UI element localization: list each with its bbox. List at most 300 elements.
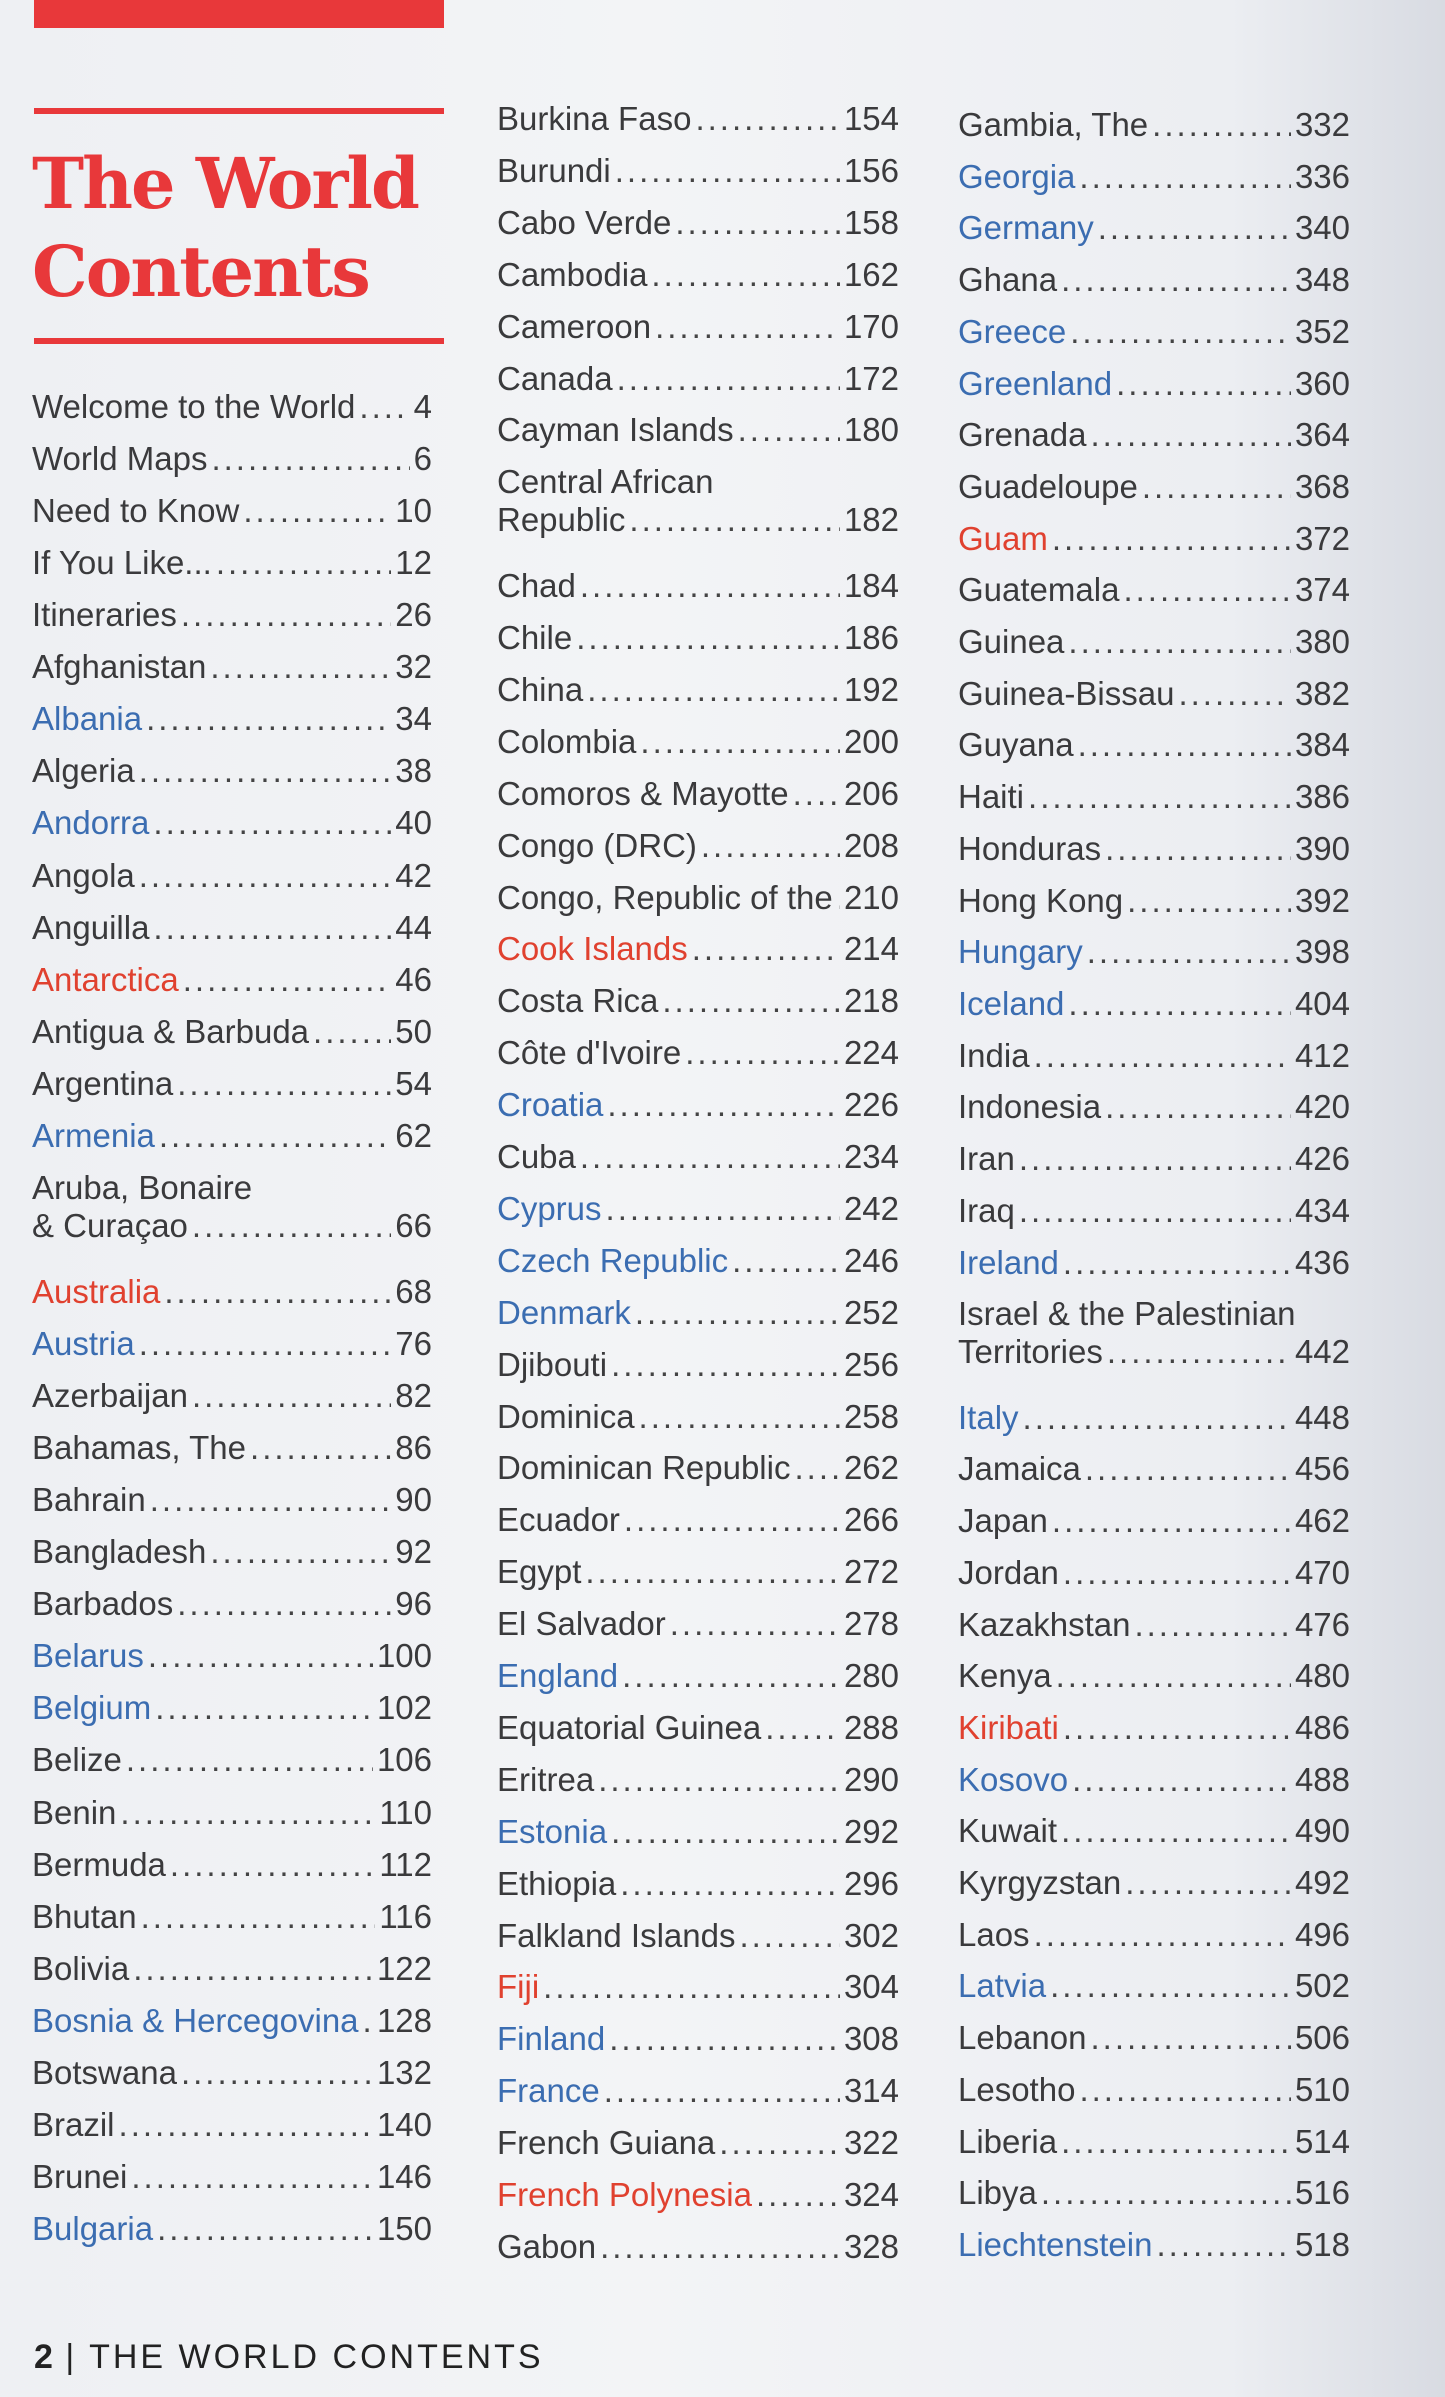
- toc-entry[interactable]: [497, 1398, 899, 1436]
- toc-entry-page: 278: [843, 1605, 899, 1643]
- toc-entry[interactable]: [32, 2158, 432, 2196]
- toc-entry[interactable]: [497, 1242, 899, 1280]
- dot-leader: [119, 2106, 373, 2144]
- dot-leader: [146, 700, 391, 738]
- toc-entry[interactable]: [958, 1399, 1350, 1437]
- dot-leader: [1116, 365, 1291, 403]
- dot-leader: [756, 2176, 840, 2214]
- toc-entry-name: Chad: [497, 567, 576, 605]
- toc-entry[interactable]: [958, 365, 1350, 403]
- toc-entry[interactable]: [497, 463, 899, 539]
- toc-entry-name: Kuwait: [958, 1812, 1058, 1850]
- toc-entry-page: 496: [1294, 1915, 1350, 1953]
- dot-leader: [580, 1138, 840, 1176]
- toc-entry[interactable]: [958, 106, 1350, 144]
- toc-entry[interactable]: [958, 2071, 1350, 2109]
- toc-entry[interactable]: [32, 1950, 432, 1988]
- toc-entry-page: 442: [1294, 1333, 1350, 1371]
- toc-entry[interactable]: [32, 1169, 432, 1245]
- dot-leader: [1019, 1192, 1291, 1230]
- toc-entry-name: Greece: [958, 312, 1067, 350]
- toc-entry-name: Kyrgyzstan: [958, 1864, 1122, 1902]
- toc-entry-page: 206: [843, 774, 899, 812]
- toc-entry[interactable]: [32, 2210, 432, 2248]
- dot-leader: [1052, 520, 1291, 558]
- toc-entry-name: Bermuda: [32, 1845, 166, 1883]
- dot-leader: [617, 360, 840, 398]
- dot-leader: [685, 1034, 840, 1072]
- toc-entry[interactable]: [958, 1709, 1350, 1747]
- dot-leader: [609, 2020, 840, 2058]
- toc-entry[interactable]: [958, 1244, 1350, 1282]
- toc-entry[interactable]: [32, 1898, 432, 1936]
- toc-entry[interactable]: [497, 1501, 899, 1539]
- toc-entry-page: 290: [843, 1760, 899, 1798]
- toc-entry-page: 26: [395, 596, 432, 634]
- title-line-2: Contents: [32, 230, 369, 313]
- toc-entry-page: 510: [1294, 2070, 1350, 2108]
- toc-entry-page: 92: [395, 1533, 432, 1571]
- toc-entry[interactable]: [32, 1794, 432, 1832]
- toc-entry[interactable]: [32, 1013, 432, 1051]
- toc-entry[interactable]: [497, 775, 899, 813]
- toc-entry-name: Liberia: [958, 2122, 1058, 2160]
- toc-entry[interactable]: [32, 1741, 432, 1779]
- toc-entry-name: Dominica: [497, 1397, 635, 1435]
- dot-leader: [576, 619, 840, 657]
- dot-leader: [1023, 1399, 1291, 1437]
- toc-entry-page: 40: [395, 804, 432, 842]
- toc-entry-name: Bangladesh: [32, 1533, 207, 1571]
- dot-leader: [1105, 830, 1291, 868]
- toc-entry-name: Armenia: [32, 1116, 155, 1154]
- toc-entry-page: 480: [1294, 1657, 1350, 1695]
- toc-entry[interactable]: [958, 1606, 1350, 1644]
- toc-entry-page: 122: [376, 1949, 432, 1987]
- toc-entry-page: 368: [1294, 467, 1350, 505]
- toc-entry[interactable]: [32, 440, 432, 478]
- toc-entry-page: 462: [1294, 1502, 1350, 1540]
- toc-entry[interactable]: [958, 158, 1350, 196]
- toc-entry[interactable]: [958, 778, 1350, 816]
- dot-leader: [139, 1325, 392, 1363]
- toc-entry[interactable]: [497, 1449, 899, 1487]
- toc-entry[interactable]: [497, 360, 899, 398]
- toc-entry[interactable]: [958, 1812, 1350, 1850]
- toc-entry-name: Liechtenstein: [958, 2226, 1153, 2263]
- toc-entry-page: 252: [843, 1293, 899, 1331]
- toc-entry[interactable]: [497, 411, 899, 449]
- footer-label: THE WORLD CONTENTS: [89, 2338, 544, 2376]
- toc-entry[interactable]: [958, 933, 1350, 971]
- toc-entry[interactable]: [32, 1065, 432, 1103]
- toc-entry[interactable]: [958, 261, 1350, 299]
- toc-entry[interactable]: [32, 700, 432, 738]
- toc-entry-page: 66: [395, 1206, 432, 1244]
- toc-entry-name: Denmark: [497, 1293, 631, 1331]
- dot-leader: [607, 1086, 840, 1124]
- toc-entry[interactable]: [497, 1294, 899, 1332]
- toc-entry[interactable]: [497, 671, 899, 709]
- toc-entry-page: 90: [395, 1481, 432, 1519]
- toc-entry-name: Lesotho: [958, 2070, 1076, 2108]
- toc-entry-name: Bhutan: [32, 1897, 137, 1935]
- toc-entry[interactable]: [958, 1657, 1350, 1695]
- dot-leader: [639, 1398, 840, 1436]
- dot-leader: [141, 1898, 376, 1936]
- toc-entry[interactable]: [32, 961, 432, 999]
- toc-entry[interactable]: [497, 1813, 899, 1851]
- toc-entry[interactable]: [497, 308, 899, 346]
- toc-entry[interactable]: [958, 2226, 1350, 2264]
- dot-leader: [157, 2210, 373, 2248]
- dot-leader: [1085, 1450, 1291, 1488]
- toc-entry[interactable]: [958, 468, 1350, 506]
- toc-entry[interactable]: [958, 2123, 1350, 2161]
- toc-entry-name: Ecuador: [497, 1501, 620, 1539]
- dot-leader: [1063, 1709, 1291, 1747]
- toc-entry-page: 128: [376, 2001, 432, 2039]
- dot-leader: [170, 1846, 375, 1884]
- toc-entry[interactable]: [32, 1481, 432, 1519]
- toc-entry[interactable]: [958, 1916, 1350, 1954]
- toc-entry-name: Honduras: [958, 829, 1102, 867]
- toc-entry[interactable]: [497, 2228, 899, 2266]
- toc-entry-page: 10: [395, 492, 432, 530]
- toc-entry-page: 224: [843, 1034, 899, 1072]
- toc-entry[interactable]: [32, 492, 432, 530]
- toc-entry[interactable]: [32, 1846, 432, 1884]
- toc-entry[interactable]: [32, 1689, 432, 1727]
- toc-entry-page: 404: [1294, 985, 1350, 1023]
- toc-entry-page: 172: [843, 359, 899, 397]
- dot-leader: [585, 1553, 840, 1591]
- toc-entry[interactable]: [497, 1138, 899, 1176]
- dot-leader: [611, 1813, 840, 1851]
- toc-entry[interactable]: [958, 675, 1350, 713]
- dot-leader: [651, 256, 840, 294]
- toc-entry-name: Hong Kong: [958, 881, 1124, 919]
- toc-entry-name: Costa Rica: [497, 982, 659, 1020]
- toc-entry-name: Comoros & Mayotte: [497, 774, 789, 812]
- toc-entry[interactable]: [497, 2124, 899, 2162]
- dot-leader: [587, 671, 840, 709]
- toc-entry[interactable]: [958, 1192, 1350, 1230]
- dot-leader: [1090, 416, 1291, 454]
- toc-entry[interactable]: [958, 882, 1350, 920]
- dot-leader: [1079, 158, 1291, 196]
- toc-entry-page: 146: [376, 2157, 432, 2195]
- toc-entry[interactable]: [497, 2072, 899, 2110]
- toc-entry[interactable]: [32, 909, 432, 947]
- toc-entry[interactable]: [958, 985, 1350, 1023]
- toc-entry[interactable]: [958, 416, 1350, 454]
- dot-leader: [148, 1637, 373, 1675]
- dot-leader: [695, 100, 840, 138]
- toc-entry[interactable]: [497, 982, 899, 1020]
- toc-entry[interactable]: [497, 1605, 899, 1643]
- dot-leader: [243, 492, 391, 530]
- toc-entry-name: China: [497, 670, 584, 708]
- toc-entry[interactable]: [32, 1377, 432, 1415]
- toc-entry-page: 112: [379, 1845, 432, 1883]
- toc-entry[interactable]: [32, 1429, 432, 1467]
- toc-entry-name: Bolivia: [32, 1949, 130, 1987]
- toc-entry[interactable]: [497, 2020, 899, 2058]
- toc-entry-page: 380: [1294, 623, 1350, 661]
- toc-entry-name: Belarus: [32, 1637, 144, 1675]
- toc-entry-name: Brunei: [32, 2157, 128, 2195]
- toc-entry-name: Welcome to the World: [32, 388, 356, 425]
- toc-entry-name: Bosnia & Hercegovina: [32, 2001, 359, 2039]
- dot-leader: [177, 1585, 391, 1623]
- toc-entry-page: 62: [395, 1116, 432, 1154]
- toc-entry[interactable]: [497, 879, 899, 917]
- toc-entry-name: Falkland Islands: [497, 1916, 736, 1954]
- toc-entry-name: Djibouti: [497, 1345, 608, 1383]
- toc-entry[interactable]: [32, 1637, 432, 1675]
- toc-entry-page: 392: [1294, 881, 1350, 919]
- dot-leader: [1078, 726, 1291, 764]
- toc-entry[interactable]: [958, 1450, 1350, 1488]
- toc-entry-name: Kenya: [958, 1657, 1052, 1695]
- toc-entry-page: 102: [376, 1689, 432, 1727]
- toc-entry[interactable]: [958, 571, 1350, 609]
- toc-entry[interactable]: [497, 256, 899, 294]
- dot-leader: [606, 1190, 840, 1228]
- toc-entry[interactable]: [32, 752, 432, 790]
- toc-entry-page: 158: [843, 203, 899, 241]
- toc-entry[interactable]: [32, 1117, 432, 1155]
- dot-leader: [739, 1917, 839, 1955]
- toc-entry-page: 420: [1294, 1088, 1350, 1126]
- dot-leader: [1090, 2019, 1290, 2057]
- toc-entry-page: 340: [1294, 209, 1350, 247]
- toc-entry[interactable]: [497, 1190, 899, 1228]
- toc-entry[interactable]: [958, 520, 1350, 558]
- toc-entry-name: England: [497, 1657, 619, 1695]
- toc-entry-page: 374: [1294, 571, 1350, 609]
- dot-leader: [126, 1741, 373, 1779]
- dot-leader: [1142, 468, 1291, 506]
- toc-entry[interactable]: [497, 1346, 899, 1384]
- toc-entry[interactable]: [958, 623, 1350, 661]
- toc-entry[interactable]: [497, 2176, 899, 2214]
- toc-entry[interactable]: [958, 1037, 1350, 1075]
- toc-entry-name: Belgium: [32, 1689, 152, 1727]
- toc-entry[interactable]: [958, 726, 1350, 764]
- toc-entry-name: Guadeloupe: [958, 467, 1138, 505]
- dot-leader: [210, 648, 391, 686]
- toc-entry-name: Bahrain: [32, 1481, 146, 1519]
- toc-entry-name: Azerbaijan: [32, 1377, 188, 1415]
- dot-leader: [1107, 1333, 1291, 1371]
- dot-leader: [662, 982, 840, 1020]
- toc-entry-page: 348: [1294, 261, 1350, 299]
- toc-entry-name: Cabo Verde: [497, 203, 672, 241]
- toc-entry-page: 304: [843, 1968, 899, 2006]
- dot-leader: [600, 2228, 840, 2266]
- toc-entry-page: 456: [1294, 1450, 1350, 1488]
- toc-entry[interactable]: [497, 100, 899, 138]
- toc-entry-page: 226: [843, 1086, 899, 1124]
- toc-entry-name: Itineraries: [32, 596, 177, 634]
- toc-entry-name: Dominican Republic: [497, 1449, 791, 1487]
- toc-entry[interactable]: [497, 1761, 899, 1799]
- toc-entry[interactable]: [958, 1502, 1350, 1540]
- toc-entry[interactable]: [497, 1553, 899, 1591]
- toc-entry-name: Australia: [32, 1272, 161, 1310]
- toc-entry-name: Bahamas, The: [32, 1429, 247, 1467]
- dot-leader: [794, 1449, 839, 1487]
- toc-entry-name: Grenada: [958, 416, 1087, 454]
- toc-entry[interactable]: [497, 723, 899, 761]
- toc-entry-name: Ghana: [958, 261, 1058, 299]
- toc-entry[interactable]: [958, 830, 1350, 868]
- toc-entry-page: 314: [843, 2072, 899, 2110]
- toc-entry[interactable]: [958, 1140, 1350, 1178]
- dot-leader: [1063, 1244, 1291, 1282]
- dot-leader: [793, 775, 840, 813]
- toc-entry-page: 398: [1294, 933, 1350, 971]
- toc-entry[interactable]: [497, 1657, 899, 1695]
- toc-entry[interactable]: [32, 2002, 432, 2040]
- dot-leader: [359, 388, 409, 426]
- toc-entry-page: 514: [1294, 2122, 1350, 2160]
- toc-entry[interactable]: [497, 152, 899, 190]
- toc-entry-page: 360: [1294, 364, 1350, 402]
- dot-leader: [363, 2002, 373, 2040]
- toc-entry-page: 156: [843, 151, 899, 189]
- toc-entry[interactable]: [958, 1967, 1350, 2005]
- toc-entry-name: Japan: [958, 1502, 1048, 1540]
- toc-entry-name: Estonia: [497, 1812, 608, 1850]
- toc-entry[interactable]: [32, 1273, 432, 1311]
- toc-entry-page: 218: [843, 982, 899, 1020]
- toc-entry[interactable]: [32, 2054, 432, 2092]
- toc-entry[interactable]: [497, 567, 899, 605]
- dot-leader: [181, 596, 391, 634]
- toc-entry-page: 256: [843, 1345, 899, 1383]
- toc-entry[interactable]: [958, 1088, 1350, 1126]
- toc-entry-name: Côte d'Ivoire: [497, 1034, 682, 1072]
- dot-leader: [153, 909, 391, 947]
- toc-entry[interactable]: [958, 313, 1350, 351]
- toc-entry-page: 426: [1294, 1140, 1350, 1178]
- toc-entry-name: Libya: [958, 2174, 1037, 2212]
- toc-entry-name: Algeria: [32, 752, 135, 790]
- dot-leader: [1050, 1967, 1291, 2005]
- toc-entry-name: If You Like...: [32, 544, 212, 582]
- toc-entry-page: 412: [1294, 1036, 1350, 1074]
- toc-entry-page: 214: [843, 930, 899, 968]
- page-footer: [34, 2338, 544, 2377]
- dot-leader: [211, 440, 409, 478]
- toc-entry[interactable]: [497, 930, 899, 968]
- dot-leader: [1034, 1916, 1291, 1954]
- toc-entry[interactable]: [958, 1295, 1350, 1371]
- toc-entry-page: 4: [413, 388, 432, 425]
- toc-entry-name: Cook Islands: [497, 930, 688, 968]
- toc-entry-name: Guinea-Bissau: [958, 674, 1175, 712]
- toc-entry[interactable]: [497, 1865, 899, 1903]
- toc-entry[interactable]: [497, 204, 899, 242]
- toc-entry[interactable]: [958, 209, 1350, 247]
- toc-entry-name: Brazil: [32, 2105, 115, 2143]
- toc-entry-page: 292: [843, 1812, 899, 1850]
- toc-entry-name: World Maps: [32, 440, 208, 478]
- toc-entry[interactable]: [958, 1554, 1350, 1592]
- toc-entry[interactable]: [497, 1034, 899, 1072]
- toc-entry[interactable]: [32, 1585, 432, 1623]
- toc-entry-page: 162: [843, 255, 899, 293]
- toc-entry[interactable]: [497, 1709, 899, 1747]
- toc-entry[interactable]: [32, 648, 432, 686]
- dot-leader: [150, 1481, 392, 1519]
- toc-entry[interactable]: [958, 2174, 1350, 2212]
- dot-leader: [1052, 1502, 1291, 1540]
- toc-entry[interactable]: [32, 1533, 432, 1571]
- toc-entry-page: 180: [843, 411, 899, 449]
- toc-entry[interactable]: [497, 1086, 899, 1124]
- dot-leader: [692, 930, 840, 968]
- dot-leader: [1098, 209, 1291, 247]
- toc-entry-name: Antigua & Barbuda: [32, 1012, 310, 1050]
- toc-entry[interactable]: [32, 544, 432, 582]
- dot-leader: [192, 1207, 391, 1245]
- dot-leader: [1072, 1761, 1291, 1799]
- toc-entry-name: Cuba: [497, 1138, 576, 1176]
- toc-entry-name: Croatia: [497, 1086, 604, 1124]
- toc-entry-page: 332: [1294, 106, 1350, 143]
- toc-entry[interactable]: [497, 1917, 899, 1955]
- toc-entry[interactable]: [32, 1325, 432, 1363]
- toc-entry-name: Laos: [958, 1915, 1030, 1953]
- toc-entry-name: Anguilla: [32, 908, 150, 946]
- toc-entry[interactable]: [32, 388, 432, 426]
- toc-entry-page: 44: [395, 908, 432, 946]
- toc-entry[interactable]: [32, 596, 432, 634]
- toc-entry-name: Czech Republic: [497, 1241, 729, 1279]
- toc-entry-page: 280: [843, 1657, 899, 1695]
- toc-entry-page: 50: [395, 1012, 432, 1050]
- toc-entry[interactable]: [32, 857, 432, 895]
- dot-leader: [164, 1273, 391, 1311]
- toc-entry[interactable]: [32, 804, 432, 842]
- dot-leader: [1152, 106, 1291, 144]
- title-rule-bottom: [34, 338, 444, 344]
- dot-leader: [1105, 1088, 1291, 1126]
- toc-entry-name: French Guiana: [497, 2124, 716, 2162]
- dot-leader: [604, 2072, 840, 2110]
- toc-entry[interactable]: [497, 827, 899, 865]
- toc-entry-name: Finland: [497, 2020, 606, 2058]
- toc-entry-page: 32: [395, 648, 432, 686]
- toc-entry[interactable]: [32, 2106, 432, 2144]
- toc-entry[interactable]: [497, 619, 899, 657]
- toc-entry[interactable]: [958, 1864, 1350, 1902]
- dot-leader: [1178, 675, 1290, 713]
- dot-leader: [765, 1709, 840, 1747]
- toc-entry-name: Need to Know: [32, 492, 240, 530]
- toc-entry[interactable]: [958, 1761, 1350, 1799]
- dot-leader: [250, 1429, 391, 1467]
- toc-entry[interactable]: [497, 1968, 899, 2006]
- toc-entry-name: Greenland: [958, 364, 1113, 402]
- toc-entry-name-continued: & Curaçao: [32, 1206, 188, 1244]
- toc-entry[interactable]: [958, 2019, 1350, 2057]
- toc-entry-page: 364: [1294, 416, 1350, 454]
